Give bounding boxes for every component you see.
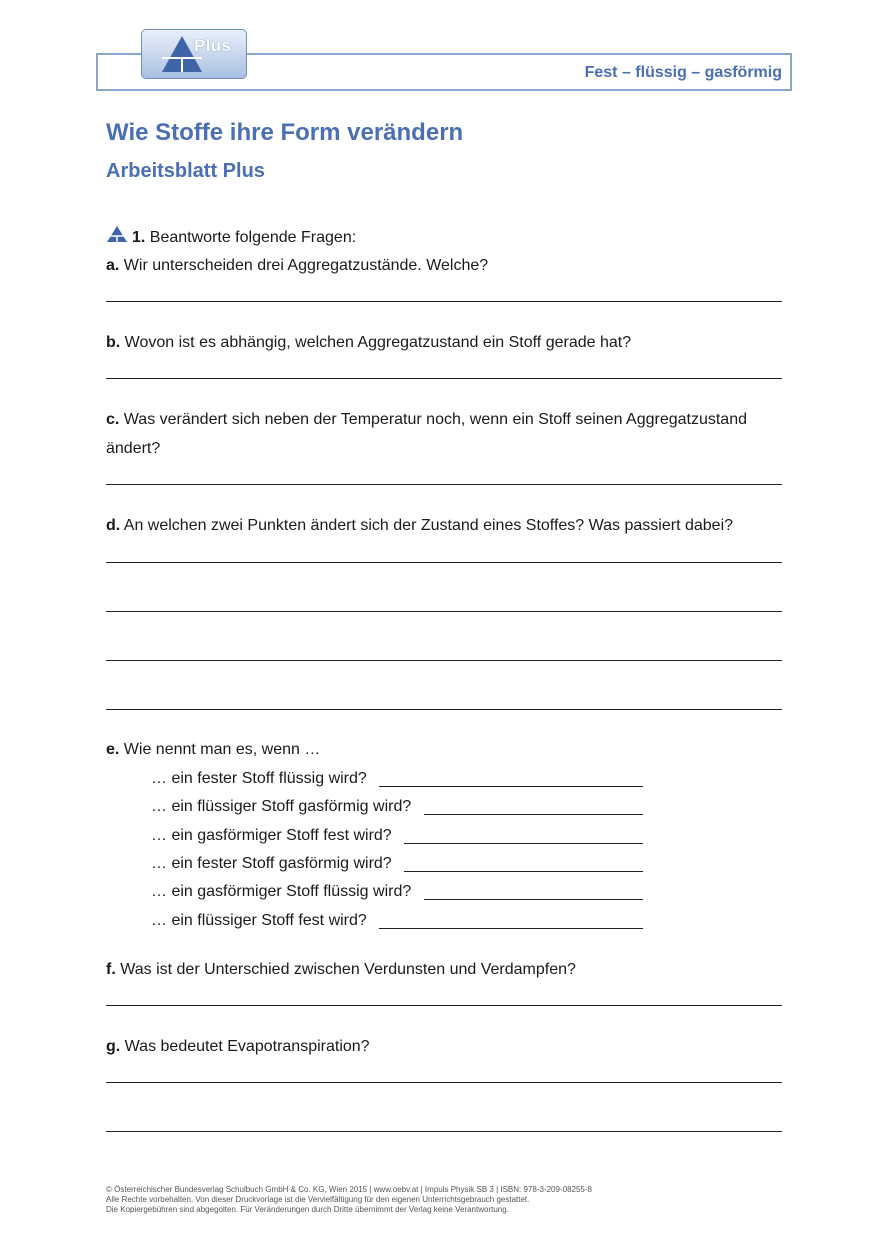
question-text: Was verändert sich neben der Temperatur noch, wenn ein Stoff seinen Aggregatzustand <box>123 411 747 428</box>
sub-question: … ein fester Stoff flüssig wird? <box>151 770 367 787</box>
answer-line[interactable] <box>404 843 643 844</box>
question-c <box>106 411 747 429</box>
question-letter: b. <box>106 334 121 351</box>
sub-question: … ein gasförmiger Stoff flüssig wird? <box>151 883 412 900</box>
answer-line[interactable] <box>106 484 782 485</box>
sub-question: … ein flüssiger Stoff fest wird? <box>151 912 367 929</box>
question-text: Wovon ist es abhängig, welchen Aggregatzustand ein Stoff gerade hat? <box>124 334 632 351</box>
question-text: Wir unterscheiden drei Aggregatzustände. Welche? <box>123 257 489 274</box>
question-text: Was bedeutet Evapotranspiration? <box>124 1038 370 1055</box>
answer-line[interactable] <box>106 562 782 563</box>
answer-line[interactable] <box>106 611 782 612</box>
answer-line[interactable] <box>106 709 782 710</box>
footer-disclaimer: Die Kopiergebühren sind abgegolten. Für Veränderungen durch Dritte übernimmt der Verlag keine Verantwortung. <box>106 1205 509 1214</box>
question-letter: g. <box>106 1038 121 1055</box>
question-e <box>106 741 320 759</box>
footer-rights: Alle Rechte vorbehalten. Von dieser Druckvorlage ist die Vervielfältigung für den eigenen Unterrichtsgebrauch gestattet. <box>106 1195 530 1204</box>
answer-line[interactable] <box>106 1131 782 1132</box>
answer-line[interactable] <box>379 786 643 787</box>
task-text: Beantworte folgende Fragen: <box>149 229 357 246</box>
question-text: An welchen zwei Punkten ändert sich der Zustand eines Stoffes? Was passiert dabei? <box>123 517 734 534</box>
answer-line[interactable] <box>379 928 643 929</box>
logo-text: Plus <box>194 36 232 55</box>
topic-title: Fest – flüssig – gasförmig <box>584 64 782 81</box>
answer-line[interactable] <box>106 660 782 661</box>
answer-line[interactable] <box>424 899 643 900</box>
sub-question: … ein fester Stoff gasförmig wird? <box>151 855 392 872</box>
question-letter: c. <box>106 411 120 428</box>
question-letter: d. <box>106 517 121 534</box>
sub-question: … ein gasförmiger Stoff fest wird? <box>151 827 392 844</box>
page-subtitle: Arbeitsblatt Plus <box>106 160 265 182</box>
footer-copyright: © Österreichischer Bundesverlag Schulbuch GmbH & Co. KG, Wien 2015 | www.oebv.at | Impuls Physik SB 3 | ISBN: 978-3-209-08255-8 <box>106 1185 592 1194</box>
question-text: Was ist der Unterschied zwischen Verdunsten und Verdampfen? <box>120 961 576 978</box>
answer-line[interactable] <box>404 871 643 872</box>
question-letter: e. <box>106 741 120 758</box>
answer-line[interactable] <box>106 1082 782 1083</box>
task-heading <box>132 229 356 247</box>
question-b <box>106 334 631 352</box>
sub-question: … ein flüssiger Stoff gasförmig wird? <box>151 798 412 815</box>
answer-line[interactable] <box>106 301 782 302</box>
triangle-level-icon <box>106 225 128 243</box>
question-c-continued: ändert? <box>106 440 161 457</box>
question-g <box>106 1038 370 1056</box>
question-text: Wie nennt man es, wenn … <box>123 741 321 758</box>
answer-line[interactable] <box>424 814 643 815</box>
answer-line[interactable] <box>106 378 782 379</box>
question-letter: f. <box>106 961 116 978</box>
question-d <box>106 517 733 535</box>
question-a <box>106 257 488 275</box>
footer <box>106 1185 592 1215</box>
page-title: Wie Stoffe ihre Form verändern <box>106 119 464 146</box>
question-letter: a. <box>106 257 120 274</box>
question-f <box>106 961 576 979</box>
task-number: 1. <box>132 229 146 246</box>
answer-line[interactable] <box>106 1005 782 1006</box>
